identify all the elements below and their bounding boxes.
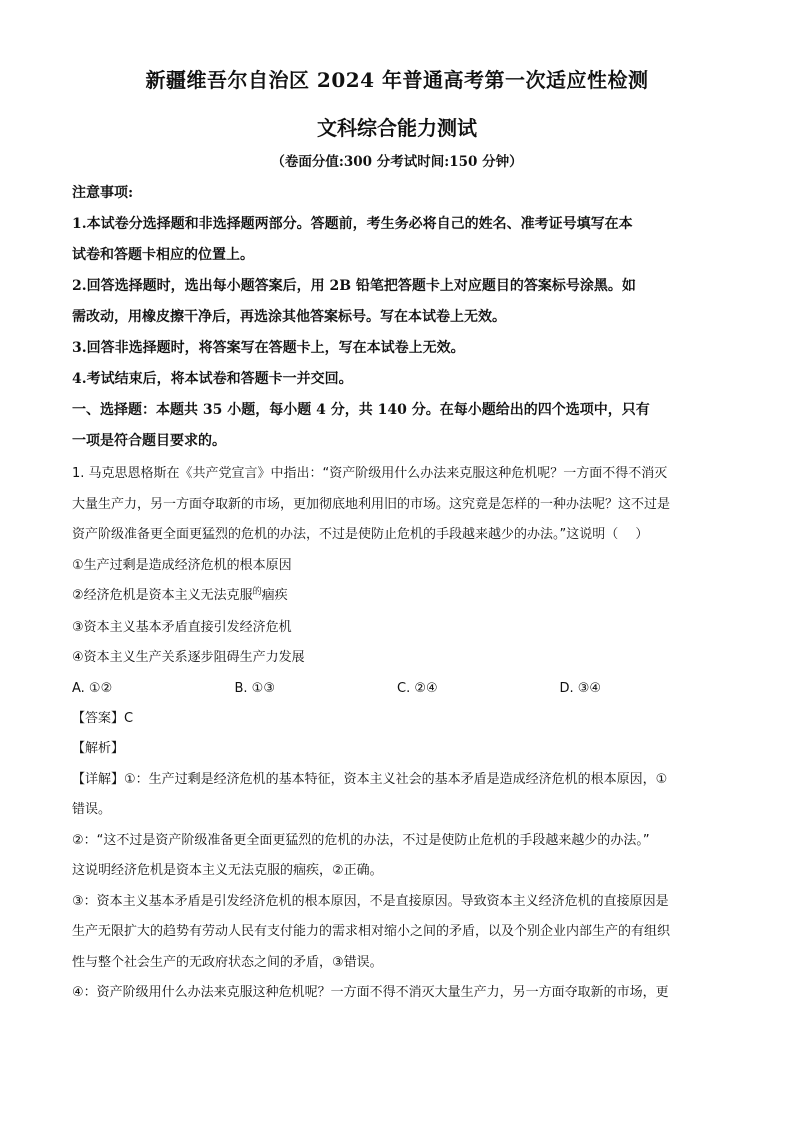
statement-text: ②经济危机是资本主义无法克服: [72, 588, 253, 603]
answer-section: [72, 704, 722, 1009]
exam-subtitle: 文科综合能力测试: [317, 116, 477, 140]
analysis-line: 生产无限扩大的趋势有劳动人民有支付能力的需求相对缩小之间的矛盾，以及个别企业内部生产的有组织: [72, 924, 671, 939]
statement-text: 痼疾: [261, 588, 288, 603]
notice-line: 1.本试卷分选择题和非选择题两部分。答题前，考生务必将自己的姓名、准考证号填写在本: [72, 216, 633, 232]
answer-options: [72, 674, 722, 704]
section-heading: 一项是符合题目要求的。: [72, 433, 226, 449]
statement-item: [72, 581, 722, 613]
question-line: 资产阶级准备更全面更猛烈的危机的办法，不过是使防止危机的手段越来越少的办法。”这说明（ ）: [72, 527, 649, 542]
analysis-line: 性与整个社会生产的无政府状态之间的矛盾，③错误。: [72, 954, 383, 970]
analysis-heading: 【解析】: [72, 741, 125, 756]
question-line: 大量生产力，另一方面夺取新的市场，更加彻底地利用旧的市场。这究竟是怎样的一种办法呢？这不过是: [72, 496, 671, 512]
notice-line: 4.考试结束后，将本试卷和答题卡一并交回。: [72, 371, 353, 387]
notice-line: 试卷和答题卡相应的位置上。: [72, 247, 254, 263]
statement-item: ①生产过剩是造成经济危机的根本原因: [72, 557, 292, 573]
notice-heading: 注意事项:: [72, 185, 134, 201]
analysis-line: ④：资产阶级用什么办法来克服这种危机呢？一方面不得不消灭大量生产力，另一方面夺取新的市场，更: [72, 985, 669, 1000]
question-line: 1. 马克思恩格斯在《共产党宣言》中指出：“资产阶级用什么办法来克服这种危机呢？一方面不得不消灭: [72, 466, 668, 481]
notice-line: 需改动，用橡皮擦干净后，再选涂其他答案标号。写在本试卷上无效。: [72, 309, 506, 325]
statement-superscript: 的: [252, 587, 262, 597]
option-b: B. ①③: [234, 680, 275, 696]
notice-line: 3.回答非选择题时，将答案写在答题卡上，写在本试卷上无效。: [72, 340, 465, 356]
option-d: D. ③④: [559, 680, 602, 696]
option-c: C. ②④: [397, 680, 438, 696]
exam-meta: （卷面分值:300 分考试时间:150 分钟）: [271, 154, 523, 170]
analysis-line: 这说明经济危机是资本主义无法克服的痼疾，②正确。: [72, 863, 383, 878]
analysis-line: 错误。: [72, 802, 112, 817]
analysis-line: ②：“这不过是资产阶级准备更全面更猛烈的危机的办法，不过是使防止危机的手段越来越少的办法。”: [72, 832, 650, 848]
notice-section: [72, 178, 722, 457]
statement-item: ④资本主义生产关系逐步阻碍生产力发展: [72, 650, 305, 665]
exam-title: 新疆维吾尔自治区 2024 年普通高考第一次适应性检测: [145, 68, 649, 92]
section-heading: 一、选择题：本题共 35 小题，每小题 4 分，共 140 分。在每小题给出的四个选项中，只有: [72, 402, 650, 418]
statement-item: ③资本主义基本矛盾直接引发经济危机: [72, 619, 292, 635]
notice-line: 2.回答选择题时，选出每小题答案后，用 2B 铅笔把答题卡上对应题目的答案标号涂黑。如: [72, 278, 636, 294]
analysis-line: ③：资本主义基本矛盾是引发经济危机的根本原因，不是直接原因。导致资本主义经济危机的直接原因是: [72, 893, 669, 909]
option-a: A. ①②: [72, 680, 113, 696]
question-1: [72, 459, 722, 674]
exam-page: [72, 58, 722, 1009]
analysis-line: 【详解】①：生产过剩是经济危机的基本特征，资本主义社会的基本矛盾是造成经济危机的根本原因，①: [72, 771, 668, 787]
answer-line: 【答案】C: [72, 710, 134, 726]
